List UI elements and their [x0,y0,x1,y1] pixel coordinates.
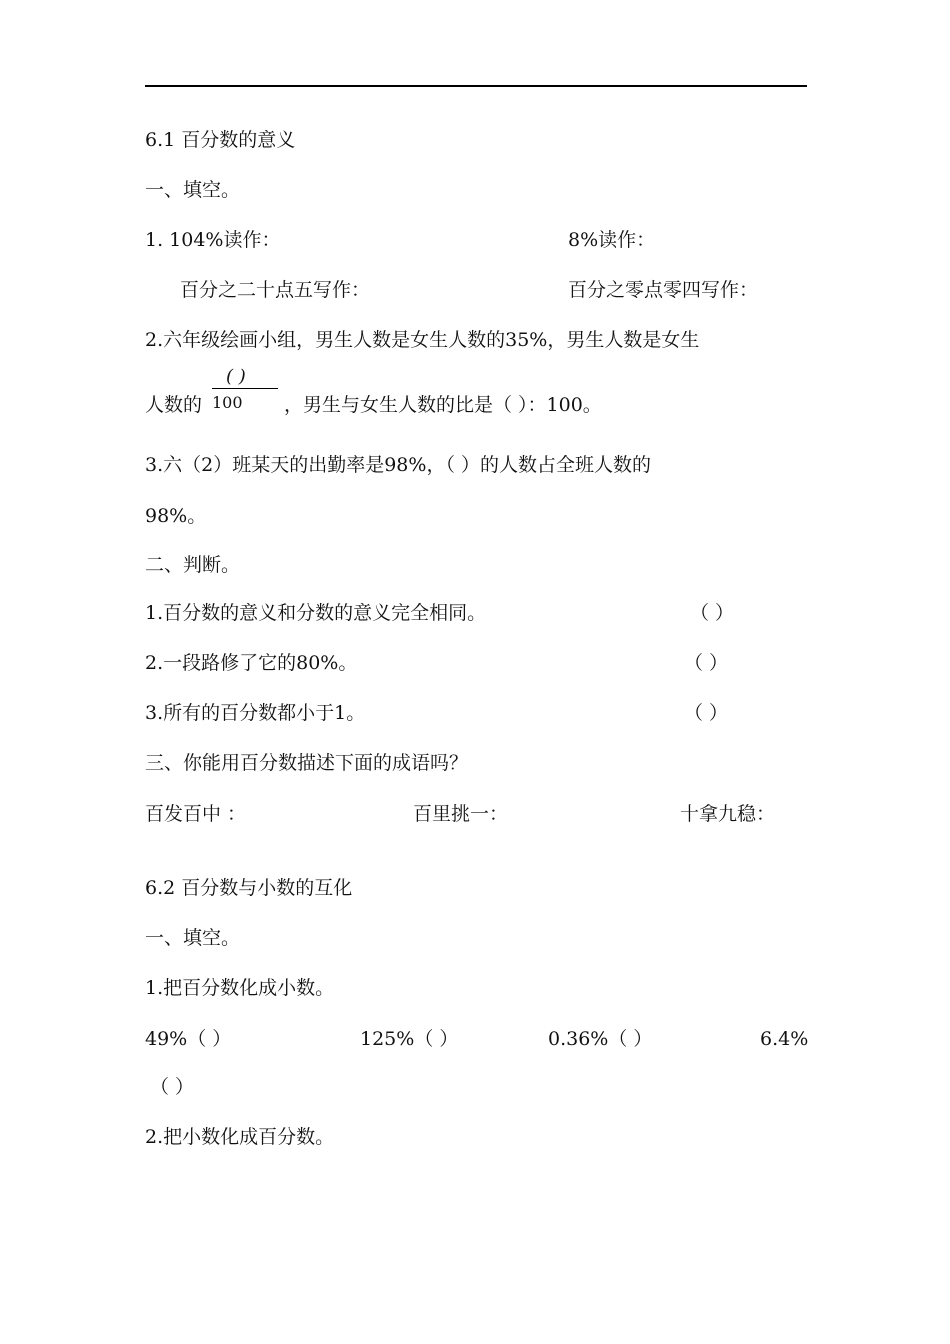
judge-heading: 二、判断。 [145,554,241,576]
q1-write-0-04: 百分之零点零四写作： [568,279,759,301]
judge-item-2-paren: （ ） [684,652,729,674]
conversion-49: 49%（ ） [145,1028,232,1050]
idiom-1: 百发百中 ： [145,803,247,825]
conversion-0-36: 0.36%（ ） [548,1028,653,1050]
q1-read-8: 8%读作： [568,229,656,251]
judge-item-2: 2.一段路修了它的80%。 [145,652,358,674]
judge-item-3: 3.所有的百分数都小于1。 [145,702,366,724]
q3-line-2: 98%。 [145,505,207,527]
conversion-125: 125%（ ） [360,1028,459,1050]
judge-item-1-paren: （ ） [690,602,735,624]
conversion-6-4-blank: （ ） [150,1076,195,1098]
q2-fraction-numerator: ( ) [226,366,246,387]
idiom-2: 百里挑一： [413,803,509,825]
q2-prefix: 人数的 [145,394,203,416]
judge-item-3-paren: （ ） [684,702,729,724]
fill-blank-heading-2: 一、填空。 [145,927,241,949]
idiom-3: 十拿九稳： [680,803,776,825]
header-rule [145,85,807,87]
q2-fraction-bar [212,388,278,389]
convert-to-decimal-question: 1.把百分数化成小数。 [145,977,335,999]
q1-read-104: 1. 104%读作： [145,229,281,251]
q2-suffix: ，男生与女生人数的比是（ ）：100。 [284,394,602,416]
fill-blank-heading: 一、填空。 [145,179,241,201]
q3-line-1: 3.六（2）班某天的出勤率是98%，（ ）的人数占全班人数的 [145,454,651,476]
q2-line-1: 2.六年级绘画小组，男生人数是女生人数的35%，男生人数是女生 [145,329,700,351]
q2-fraction-denominator: 100 [212,393,243,412]
section-title-6-1: 6.1 百分数的意义 [145,129,296,151]
convert-to-percent-question: 2.把小数化成百分数。 [145,1126,335,1148]
idiom-heading: 三、你能用百分数描述下面的成语吗？ [145,752,469,774]
judge-item-1: 1.百分数的意义和分数的意义完全相同。 [145,602,487,624]
conversion-6-4: 6.4% [760,1028,809,1050]
section-title-6-2: 6.2 百分数与小数的互化 [145,877,353,899]
q1-write-20-5: 百分之二十点五写作： [180,279,371,301]
